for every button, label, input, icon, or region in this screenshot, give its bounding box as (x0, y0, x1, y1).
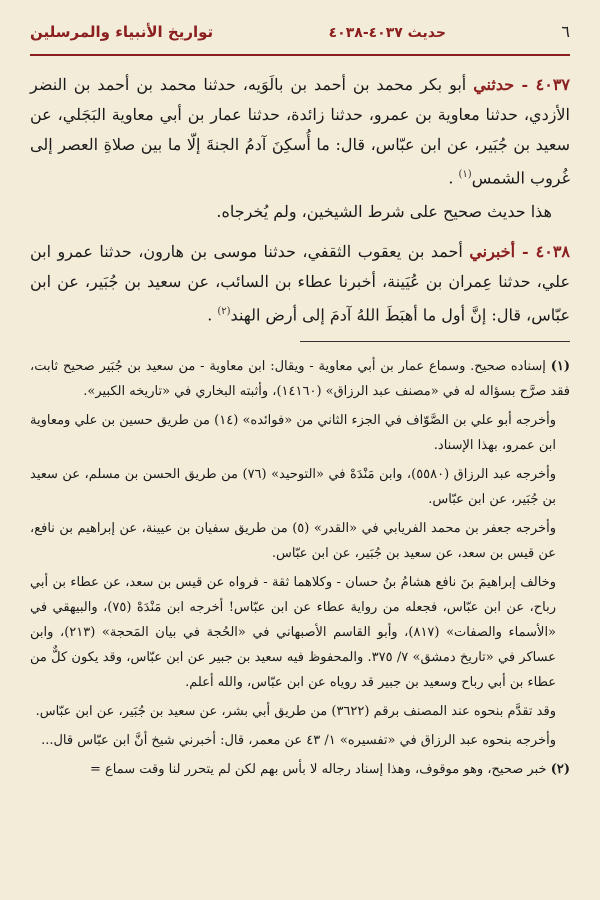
hadith-4037: ٤٠٣٧ - حدثني أبو بكر محمد بن أحمد بن بالَوَيه، حدثنا محمد بن أحمد بن النضر الأزدي، حدثنا معاوية بن عمرو، حدثنا زائدة، حدثنا عمار بن أبي معاوية البَجَلي، عن سعيد بن جُبَير، عن ابن عبّاس، قال: ما أُسكِنَ آدمُ الجنةَ إلّا ما بين صلاةِ العصر إلى غُروب الشمس$^{(١)}$ . (30, 75, 570, 188)
hadith-number: ٤٠٣٧ (535, 75, 570, 94)
footnote-text: إسناده صحيح. وسماع عمار بن أبي معاوية - ويقال: ابن معاوية - من سعيد بن جُبَير صحيح ثابت، فقد صرَّح بسؤاله له في «مصنف عبد الرزاق» (١٤١٦٠)، وأثبته البخاري في «تاريخه الكبير». (30, 358, 570, 399)
footnote-paragraph: وأخرجه بنحوه عبد الرزاق في «تفسيره» ١/ ٤٣ عن معمر، قال: أخبرني شيخ أنَّ ابن عبّاس قال... (41, 732, 556, 748)
hadith-text: أبو بكر محمد بن أحمد بن بالَوَيه، حدثنا محمد بن أحمد بن النضر الأزدي، حدثنا معاوية بن عمرو، حدثنا زائدة، حدثنا عمار بن أبي معاوية البَجَلي، عن سعيد بن جُبَير، عن ابن عبّاس، قال: ما أُسكِنَ آدمُ الجنةَ إلّا ما بين صلاةِ العصر إلى غُروب الشمس (30, 75, 570, 188)
hadith-text: أحمد بن يعقوب الثقفي، حدثنا موسى بن هارون، حدثنا عمرو ابن علي، حدثنا عِمران بن عُيَينة، أخبرنا عطاء بن السائب، عن سعيد بن جُبَير، عن ابن عبّاس، قال: إنَّ أول ما أهبَطَ اللهُ آدمَ إلى أرض الهند (30, 242, 570, 325)
page-header (30, 22, 570, 56)
footnote-paragraph: وأخرجه عبد الرزاق (٥٥٨٠)، وابن مَنْدَهْ في «التوحيد» (٧٦) من طريق الحسن بن مسلم، عن سعيد بن جُبَير، عن ابن عبّاس. (30, 466, 556, 507)
page-number: ٦ (561, 22, 570, 41)
footnote-1 (30, 354, 570, 404)
footnote-marker[interactable]: (١) (458, 169, 472, 180)
book-title: تواريخ الأنبياء والمرسلين (30, 23, 214, 41)
footnote-number: (١) (550, 358, 570, 374)
hadith-number: ٤٠٣٨ (535, 242, 570, 262)
hadith-lead-word: أخبرني (469, 242, 516, 262)
footnote-paragraph: وقد تقدَّم بنحوه عند المصنف برقم (٣٦٢٢) من طريق أبي بشر، عن سعيد بن جُبَير، عن ابن عبّاس. (35, 703, 556, 719)
footnotes (30, 354, 570, 782)
hadith-4038: ٤٠٣٨ - أخبرني أحمد بن يعقوب الثقفي، حدثنا موسى بن هارون، حدثنا عمرو ابن علي، حدثنا عِمران بن عُيَينة، أخبرنا عطاء بن السائب، عن سعيد بن جُبَير، عن ابن عبّاس، قال: إنَّ أول ما أهبَطَ اللهُ آدمَ إلى أرض الهند$^{(٢)}$ . (30, 242, 570, 325)
footnote-text: خبر صحيح، وهو موقوف، وهذا إسناد رجاله لا بأس بهم لكن لم يتحرر لنا وقت سماع = (90, 761, 547, 777)
footnote-2 (30, 757, 570, 782)
footnote-separator (300, 341, 570, 342)
footnote-paragraph: وأخرجه أبو علي بن الصَّوّاف في الجزء الثاني من «فوائده» (١٤) من طريق حسين بن علي ومعاوية ابن عمرو، بهذا الإسناد. (30, 412, 557, 453)
main-text (30, 70, 570, 331)
footnote-number: (٢) (550, 761, 570, 777)
hadith-verdict: هذا حديث صحيح على شرط الشيخين، ولم يُخرجاه. (216, 202, 552, 222)
hadith-lead-word: حدثني (473, 75, 515, 94)
hadith-range: حديث ٤٠٣٧-٤٠٣٨ (328, 25, 446, 41)
footnote-paragraph: وأخرجه جعفر بن محمد الفريابي في «القدر» (٥) من طريق سفيان بن عيينة، عن إبراهيم بن نافع، عن قيس بن سعد، عن سعيد بن جُبَير، عن ابن عبّاس. (30, 520, 556, 561)
footnote-paragraph: وخالف إبراهيمَ بنَ نافع هشامُ بنُ حسان - وكلاهما ثقة - فرواه عن قيس بن سعد، عن عطاء بن أبي رباح، عن ابن عبّاس، فجعله من رواية عطاء عن ابن عبّاس! أخرجه ابن مَنْدَهْ (٧٥)، والبيهقي في «الأسماء والصفات» (٨١٧)، وأبو القاسم الأصبهاني في «الحُجة في بيان المَحجة» (٢١٣)، وابن عساكر في «تاريخ دمشق» ٧/ ٣٧٥. والمحفوظ فيه سعيد بن جبير عن ابن عبّاس، وقد يكون كلٌّ من عطاء بن أبي رباح وسعيد بن جبير قد روياه عن ابن عبّاس، والله أعلم. (30, 574, 557, 690)
footnote-marker[interactable]: (٢) (217, 306, 231, 318)
